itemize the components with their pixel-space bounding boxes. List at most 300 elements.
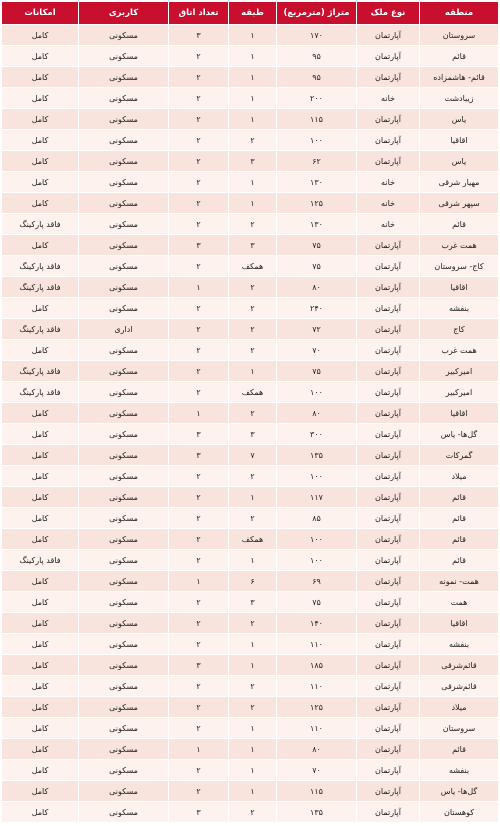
table-row [2, 655, 499, 676]
floor-cell: ۲ [229, 508, 277, 529]
property-type-cell: آپارتمان [357, 487, 420, 508]
rooms-cell: ۲ [169, 151, 229, 172]
floor-cell: ۱ [229, 361, 277, 382]
usage-cell: مسکونی [79, 172, 169, 193]
rooms-cell: ۲ [169, 214, 229, 235]
rooms-cell: ۲ [169, 172, 229, 193]
floor-cell: ۲ [229, 403, 277, 424]
region-cell: میلاد [420, 466, 499, 487]
region-cell: کوهستان [420, 802, 499, 823]
property-type-cell: آپارتمان [357, 466, 420, 487]
floor-cell: ۱ [229, 739, 277, 760]
region-cell: قائم [420, 508, 499, 529]
rooms-cell: ۲ [169, 550, 229, 571]
amenities-cell: کامل [2, 466, 79, 487]
area-cell: ۸۰ [277, 403, 357, 424]
amenities-cell: کامل [2, 655, 79, 676]
area-cell: ۱۱۵ [277, 109, 357, 130]
usage-cell: مسکونی [79, 445, 169, 466]
rooms-cell: ۱ [169, 571, 229, 592]
table-row [2, 235, 499, 256]
property-type-cell: خانه [357, 214, 420, 235]
header-row [2, 2, 499, 25]
region-cell: اقاقیا [420, 130, 499, 151]
rooms-cell: ۲ [169, 361, 229, 382]
area-cell: ۱۰۰ [277, 382, 357, 403]
table-row [2, 382, 499, 403]
table-row [2, 46, 499, 67]
usage-cell: مسکونی [79, 634, 169, 655]
table-row [2, 403, 499, 424]
amenities-cell: کامل [2, 487, 79, 508]
region-cell: بنفشه [420, 760, 499, 781]
floor-cell: ۲ [229, 697, 277, 718]
usage-cell: مسکونی [79, 592, 169, 613]
region-cell: قائم [420, 214, 499, 235]
rooms-cell: ۳ [169, 235, 229, 256]
region-cell: گل‌ها- یاس [420, 781, 499, 802]
usage-cell: مسکونی [79, 109, 169, 130]
usage-cell: مسکونی [79, 487, 169, 508]
property-type-cell: آپارتمان [357, 298, 420, 319]
area-cell: ۸۰ [277, 739, 357, 760]
table-row [2, 760, 499, 781]
region-cell: یاس [420, 151, 499, 172]
rooms-cell: ۲ [169, 634, 229, 655]
amenities-cell: کامل [2, 298, 79, 319]
property-type-cell: آپارتمان [357, 109, 420, 130]
usage-cell: مسکونی [79, 760, 169, 781]
floor-cell: ۱ [229, 781, 277, 802]
usage-cell: مسکونی [79, 88, 169, 109]
amenities-cell: کامل [2, 403, 79, 424]
table-row [2, 802, 499, 823]
table-row [2, 256, 499, 277]
region-cell: زیبادشت [420, 88, 499, 109]
usage-cell: مسکونی [79, 466, 169, 487]
usage-cell: مسکونی [79, 655, 169, 676]
usage-cell: مسکونی [79, 340, 169, 361]
amenities-cell: فاقد پارکینگ [2, 319, 79, 340]
area-cell: ۷۲ [277, 319, 357, 340]
area-cell: ۱۰۰ [277, 466, 357, 487]
property-type-cell: آپارتمان [357, 760, 420, 781]
property-type-cell: خانه [357, 193, 420, 214]
amenities-cell: کامل [2, 67, 79, 88]
region-cell: اقاقیا [420, 277, 499, 298]
usage-cell: مسکونی [79, 613, 169, 634]
property-type-cell: آپارتمان [357, 676, 420, 697]
floor-cell: ۲ [229, 277, 277, 298]
property-type-cell: آپارتمان [357, 424, 420, 445]
table-row [2, 445, 499, 466]
property-type-cell: آپارتمان [357, 319, 420, 340]
rooms-cell: ۲ [169, 466, 229, 487]
rooms-cell: ۱ [169, 403, 229, 424]
property-type-cell: آپارتمان [357, 529, 420, 550]
region-cell: گمرکات [420, 445, 499, 466]
usage-cell: مسکونی [79, 256, 169, 277]
area-cell: ۱۲۵ [277, 697, 357, 718]
floor-cell: ۲ [229, 613, 277, 634]
floor-cell: ۱ [229, 550, 277, 571]
area-cell: ۱۱۰ [277, 676, 357, 697]
table-row [2, 571, 499, 592]
rooms-cell: ۲ [169, 760, 229, 781]
usage-cell: مسکونی [79, 781, 169, 802]
floor-cell: ۲ [229, 676, 277, 697]
amenities-cell: کامل [2, 718, 79, 739]
usage-cell: اداری [79, 319, 169, 340]
header-area: متراژ (مترمربع) [277, 2, 357, 25]
amenities-cell: کامل [2, 529, 79, 550]
floor-cell: ۷ [229, 445, 277, 466]
usage-cell: مسکونی [79, 277, 169, 298]
amenities-cell: کامل [2, 571, 79, 592]
amenities-cell: کامل [2, 781, 79, 802]
header-amenities: امکانات [2, 2, 79, 25]
table-row [2, 88, 499, 109]
usage-cell: مسکونی [79, 550, 169, 571]
table-row [2, 676, 499, 697]
amenities-cell: کامل [2, 109, 79, 130]
property-type-cell: آپارتمان [357, 382, 420, 403]
amenities-cell: کامل [2, 445, 79, 466]
header-floor: طبقه [229, 2, 277, 25]
area-cell: ۱۴۰ [277, 613, 357, 634]
usage-cell: مسکونی [79, 508, 169, 529]
floor-cell: ۳ [229, 592, 277, 613]
area-cell: ۲۴۰ [277, 298, 357, 319]
rooms-cell: ۲ [169, 67, 229, 88]
table-row [2, 172, 499, 193]
floor-cell: ۱ [229, 46, 277, 67]
table-row [2, 340, 499, 361]
table-row [2, 508, 499, 529]
area-cell: ۱۷۰ [277, 25, 357, 46]
table-row [2, 151, 499, 172]
region-cell: قائم‌شرقی [420, 655, 499, 676]
listings-table-container [1, 1, 498, 823]
rooms-cell: ۲ [169, 718, 229, 739]
property-type-cell: آپارتمان [357, 508, 420, 529]
region-cell: سروستان [420, 25, 499, 46]
property-type-cell: آپارتمان [357, 445, 420, 466]
usage-cell: مسکونی [79, 529, 169, 550]
amenities-cell: کامل [2, 634, 79, 655]
usage-cell: مسکونی [79, 739, 169, 760]
region-cell: مهیار شرقی [420, 172, 499, 193]
header-usage: کاربری [79, 2, 169, 25]
amenities-cell: کامل [2, 235, 79, 256]
region-cell: گل‌ها- یاس [420, 424, 499, 445]
floor-cell: ۱ [229, 172, 277, 193]
area-cell: ۷۵ [277, 361, 357, 382]
amenities-cell: فاقد پارکینگ [2, 214, 79, 235]
region-cell: اقاقیا [420, 613, 499, 634]
region-cell: قائم [420, 550, 499, 571]
property-type-cell: آپارتمان [357, 697, 420, 718]
area-cell: ۹۵ [277, 46, 357, 67]
region-cell: میلاد [420, 697, 499, 718]
table-row [2, 424, 499, 445]
rooms-cell: ۲ [169, 529, 229, 550]
floor-cell: ۱ [229, 67, 277, 88]
table-row [2, 718, 499, 739]
usage-cell: مسکونی [79, 361, 169, 382]
property-type-cell: آپارتمان [357, 718, 420, 739]
amenities-cell: کامل [2, 739, 79, 760]
floor-cell: همکف [229, 382, 277, 403]
area-cell: ۹۵ [277, 67, 357, 88]
table-row [2, 613, 499, 634]
area-cell: ۱۳۵ [277, 802, 357, 823]
table-body [2, 25, 499, 823]
rooms-cell: ۱ [169, 739, 229, 760]
area-cell: ۷۵ [277, 256, 357, 277]
amenities-cell: فاقد پارکینگ [2, 550, 79, 571]
region-cell: بنفشه [420, 298, 499, 319]
table-row [2, 592, 499, 613]
rooms-cell: ۲ [169, 487, 229, 508]
floor-cell: ۲ [229, 130, 277, 151]
property-type-cell: آپارتمان [357, 46, 420, 67]
rooms-cell: ۲ [169, 508, 229, 529]
rooms-cell: ۲ [169, 697, 229, 718]
property-type-cell: آپارتمان [357, 67, 420, 88]
property-type-cell: آپارتمان [357, 739, 420, 760]
usage-cell: مسکونی [79, 676, 169, 697]
property-type-cell: خانه [357, 88, 420, 109]
rooms-cell: ۲ [169, 46, 229, 67]
area-cell: ۷۵ [277, 235, 357, 256]
rooms-cell: ۲ [169, 193, 229, 214]
area-cell: ۸۰ [277, 277, 357, 298]
region-cell: امیرکبیر [420, 361, 499, 382]
amenities-cell: کامل [2, 613, 79, 634]
property-type-cell: آپارتمان [357, 802, 420, 823]
property-type-cell: آپارتمان [357, 340, 420, 361]
floor-cell: ۱ [229, 487, 277, 508]
amenities-cell: کامل [2, 508, 79, 529]
area-cell: ۱۱۷ [277, 487, 357, 508]
amenities-cell: کامل [2, 151, 79, 172]
region-cell: قائم [420, 739, 499, 760]
floor-cell: ۱ [229, 109, 277, 130]
rooms-cell: ۲ [169, 613, 229, 634]
area-cell: ۱۲۵ [277, 193, 357, 214]
property-type-cell: آپارتمان [357, 550, 420, 571]
region-cell: همت- نمونه [420, 571, 499, 592]
floor-cell: ۱ [229, 655, 277, 676]
property-type-cell: آپارتمان [357, 277, 420, 298]
region-cell: قائم [420, 529, 499, 550]
usage-cell: مسکونی [79, 802, 169, 823]
rooms-cell: ۳ [169, 424, 229, 445]
amenities-cell: فاقد پارکینگ [2, 361, 79, 382]
area-cell: ۱۰۰ [277, 130, 357, 151]
floor-cell: ۲ [229, 319, 277, 340]
area-cell: ۱۸۵ [277, 655, 357, 676]
table-row [2, 319, 499, 340]
property-type-cell: آپارتمان [357, 256, 420, 277]
table-row [2, 739, 499, 760]
floor-cell: همکف [229, 529, 277, 550]
rooms-cell: ۳ [169, 25, 229, 46]
floor-cell: ۱ [229, 193, 277, 214]
area-cell: ۱۱۰ [277, 634, 357, 655]
table-row [2, 634, 499, 655]
table-row [2, 277, 499, 298]
region-cell: کاج [420, 319, 499, 340]
floor-cell: ۱ [229, 718, 277, 739]
floor-cell: ۲ [229, 466, 277, 487]
usage-cell: مسکونی [79, 151, 169, 172]
table-row [2, 214, 499, 235]
region-cell: قائم [420, 487, 499, 508]
area-cell: ۱۱۰ [277, 718, 357, 739]
header-property-type: نوع ملک [357, 2, 420, 25]
usage-cell: مسکونی [79, 235, 169, 256]
amenities-cell: فاقد پارکینگ [2, 256, 79, 277]
header-region: منطقه [420, 2, 499, 25]
property-type-cell: آپارتمان [357, 571, 420, 592]
amenities-cell: فاقد پارکینگ [2, 277, 79, 298]
area-cell: ۷۰ [277, 760, 357, 781]
property-type-cell: آپارتمان [357, 655, 420, 676]
rooms-cell: ۳ [169, 445, 229, 466]
property-type-cell: آپارتمان [357, 130, 420, 151]
rooms-cell: ۲ [169, 88, 229, 109]
region-cell: همت [420, 592, 499, 613]
amenities-cell: کامل [2, 592, 79, 613]
floor-cell: ۲ [229, 214, 277, 235]
amenities-cell: کامل [2, 424, 79, 445]
floor-cell: ۱ [229, 88, 277, 109]
region-cell: سروستان [420, 718, 499, 739]
rooms-cell: ۳ [169, 802, 229, 823]
rooms-cell: ۲ [169, 256, 229, 277]
table-row [2, 466, 499, 487]
usage-cell: مسکونی [79, 193, 169, 214]
region-cell: قائم- هاشمزاده [420, 67, 499, 88]
property-type-cell: آپارتمان [357, 403, 420, 424]
usage-cell: مسکونی [79, 571, 169, 592]
header-rooms: تعداد اتاق [169, 2, 229, 25]
property-type-cell: آپارتمان [357, 613, 420, 634]
amenities-cell: کامل [2, 676, 79, 697]
region-cell: بنفشه [420, 634, 499, 655]
region-cell: امیرکبیر [420, 382, 499, 403]
property-type-cell: آپارتمان [357, 361, 420, 382]
floor-cell: همکف [229, 256, 277, 277]
property-type-cell: آپارتمان [357, 592, 420, 613]
amenities-cell: کامل [2, 193, 79, 214]
amenities-cell: کامل [2, 130, 79, 151]
rooms-cell: ۲ [169, 781, 229, 802]
area-cell: ۸۵ [277, 508, 357, 529]
usage-cell: مسکونی [79, 25, 169, 46]
floor-cell: ۳ [229, 235, 277, 256]
floor-cell: ۱ [229, 760, 277, 781]
usage-cell: مسکونی [79, 46, 169, 67]
floor-cell: ۲ [229, 802, 277, 823]
area-cell: ۶۹ [277, 571, 357, 592]
rooms-cell: ۲ [169, 109, 229, 130]
table-row [2, 193, 499, 214]
amenities-cell: کامل [2, 172, 79, 193]
table-row [2, 361, 499, 382]
table-row [2, 130, 499, 151]
amenities-cell: فاقد پارکینگ [2, 382, 79, 403]
area-cell: ۷۵ [277, 592, 357, 613]
amenities-cell: کامل [2, 46, 79, 67]
floor-cell: ۱ [229, 634, 277, 655]
area-cell: ۱۰۰ [277, 550, 357, 571]
table-row [2, 529, 499, 550]
property-type-cell: خانه [357, 172, 420, 193]
property-type-cell: آپارتمان [357, 634, 420, 655]
table-row [2, 109, 499, 130]
table-row [2, 487, 499, 508]
usage-cell: مسکونی [79, 697, 169, 718]
area-cell: ۱۱۵ [277, 781, 357, 802]
property-listings-table [1, 1, 499, 823]
table-row [2, 298, 499, 319]
amenities-cell: کامل [2, 760, 79, 781]
region-cell: قائم‌شرقی [420, 676, 499, 697]
property-type-cell: آپارتمان [357, 235, 420, 256]
usage-cell: مسکونی [79, 67, 169, 88]
rooms-cell: ۳ [169, 655, 229, 676]
rooms-cell: ۱ [169, 277, 229, 298]
region-cell: کاج- سروستان [420, 256, 499, 277]
rooms-cell: ۲ [169, 676, 229, 697]
rooms-cell: ۲ [169, 298, 229, 319]
floor-cell: ۲ [229, 340, 277, 361]
rooms-cell: ۲ [169, 340, 229, 361]
area-cell: ۱۰۰ [277, 529, 357, 550]
property-type-cell: آپارتمان [357, 151, 420, 172]
amenities-cell: کامل [2, 697, 79, 718]
usage-cell: مسکونی [79, 718, 169, 739]
floor-cell: ۲ [229, 298, 277, 319]
table-header [2, 2, 499, 25]
region-cell: همت غرب [420, 340, 499, 361]
rooms-cell: ۲ [169, 592, 229, 613]
rooms-cell: ۲ [169, 382, 229, 403]
usage-cell: مسکونی [79, 424, 169, 445]
usage-cell: مسکونی [79, 403, 169, 424]
property-type-cell: آپارتمان [357, 781, 420, 802]
floor-cell: ۳ [229, 151, 277, 172]
floor-cell: ۱ [229, 25, 277, 46]
area-cell: ۳۰۰ [277, 424, 357, 445]
area-cell: ۱۳۵ [277, 445, 357, 466]
region-cell: سپهر شرقی [420, 193, 499, 214]
table-row [2, 67, 499, 88]
amenities-cell: کامل [2, 88, 79, 109]
usage-cell: مسکونی [79, 130, 169, 151]
region-cell: اقاقیا [420, 403, 499, 424]
region-cell: همت غرب [420, 235, 499, 256]
region-cell: قائم [420, 46, 499, 67]
usage-cell: مسکونی [79, 214, 169, 235]
amenities-cell: کامل [2, 802, 79, 823]
area-cell: ۲۰۰ [277, 88, 357, 109]
area-cell: ۱۳۰ [277, 172, 357, 193]
area-cell: ۱۳۰ [277, 214, 357, 235]
